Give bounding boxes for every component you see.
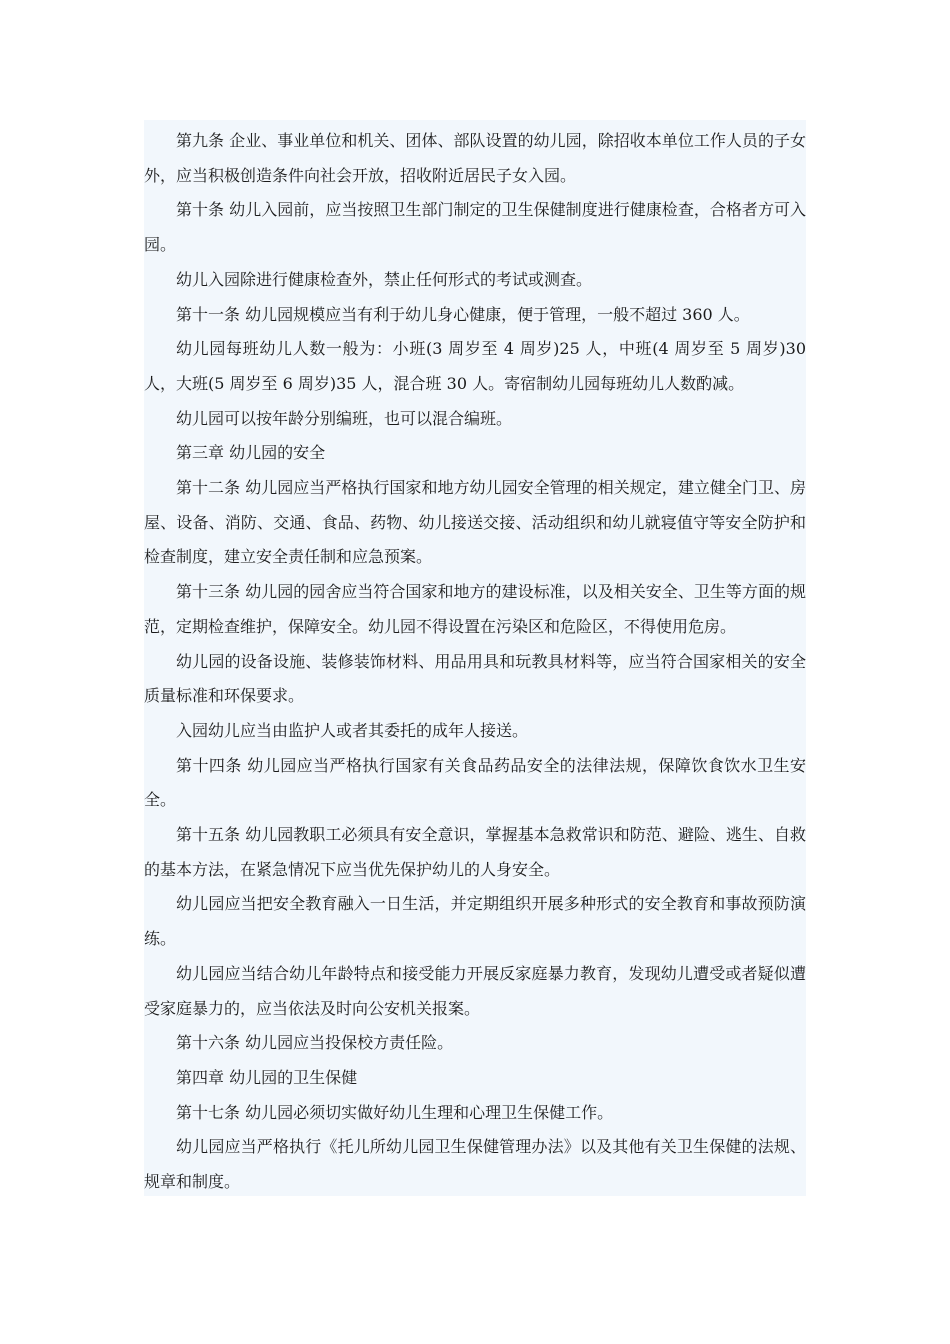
chapter-heading-3: 第三章 幼儿园的安全 [176,443,326,463]
paragraph-article-17: 第十七条 幼儿园必须切实做好幼儿生理和心理卫生保健工作。 [176,1102,614,1122]
paragraph: 幼儿园的设备设施、装修装饰材料、用品用具和玩教具材料等，应当符合国家相关的安全质量标准和环保要求。 [144,651,806,706]
paragraph-article-14: 第十四条 幼儿园应当严格执行国家有关食品药品安全的法律法规，保障饮食饮水卫生安全。 [144,755,806,810]
chapter-heading-4: 第四章 幼儿园的卫生保健 [176,1067,358,1087]
paragraph: 幼儿园可以按年龄分别编班，也可以混合编班。 [176,408,513,428]
paragraph-article-13: 第十三条 幼儿园的园舍应当符合国家和地方的建设标准，以及相关安全、卫生等方面的规范，定期检查维护，保障安全。幼儿园不得设置在污染区和危险区，不得使用危房。 [144,582,806,636]
paragraph: 幼儿入园除进行健康检查外，禁止任何形式的考试或测查。 [176,269,593,289]
paragraph-article-16: 第十六条 幼儿园应当投保校方责任险。 [176,1033,454,1053]
paragraph-article-15: 第十五条 幼儿园教职工必须具有安全意识，掌握基本急救常识和防范、避险、逃生、自救的基本方法，在紧急情况下应当优先保护幼儿的人身安全。 [144,825,806,879]
paragraph-article-12: 第十二条 幼儿园应当严格执行国家和地方幼儿园安全管理的相关规定，建立健全门卫、房屋、设备、消防、交通、食品、药物、幼儿接送交接、活动组织和幼儿就寝值守等安全防护和检查制度，建立安全责任制和应急预案。 [144,478,806,567]
paragraph-article-11: 第十一条 幼儿园规模应当有利于幼儿身心健康，便于管理，一般不超过 360 人。 [176,304,750,324]
paragraph-article-10: 第十条 幼儿入园前，应当按照卫生部门制定的卫生保健制度进行健康检查，合格者方可入园。 [144,200,806,255]
document-body [144,120,806,1196]
paragraph-article-9: 第九条 企业、事业单位和机关、团体、部队设置的幼儿园，除招收本单位工作人员的子女外，应当积极创造条件向社会开放，招收附近居民子女入园。 [144,131,806,185]
paragraph: 幼儿园应当把安全教育融入一日生活，并定期组织开展多种形式的安全教育和事故预防演练。 [144,894,806,949]
paragraph: 入园幼儿应当由监护人或者其委托的成年人接送。 [176,720,529,740]
paragraph: 幼儿园应当严格执行《托儿所幼儿园卫生保健管理办法》以及其他有关卫生保健的法规、规章和制度。 [144,1137,806,1192]
paragraph: 幼儿园应当结合幼儿年龄特点和接受能力开展反家庭暴力教育，发现幼儿遭受或者疑似遭受家庭暴力的，应当依法及时向公安机关报案。 [144,963,806,1018]
paragraph: 幼儿园每班幼儿人数一般为：小班(3 周岁至 4 周岁)25 人，中班(4 周岁至 5 周岁)30 人，大班(5 周岁至 6 周岁)35 人，混合班 30 人。寄宿制幼儿园每班幼儿人数酌减。 [144,339,806,393]
